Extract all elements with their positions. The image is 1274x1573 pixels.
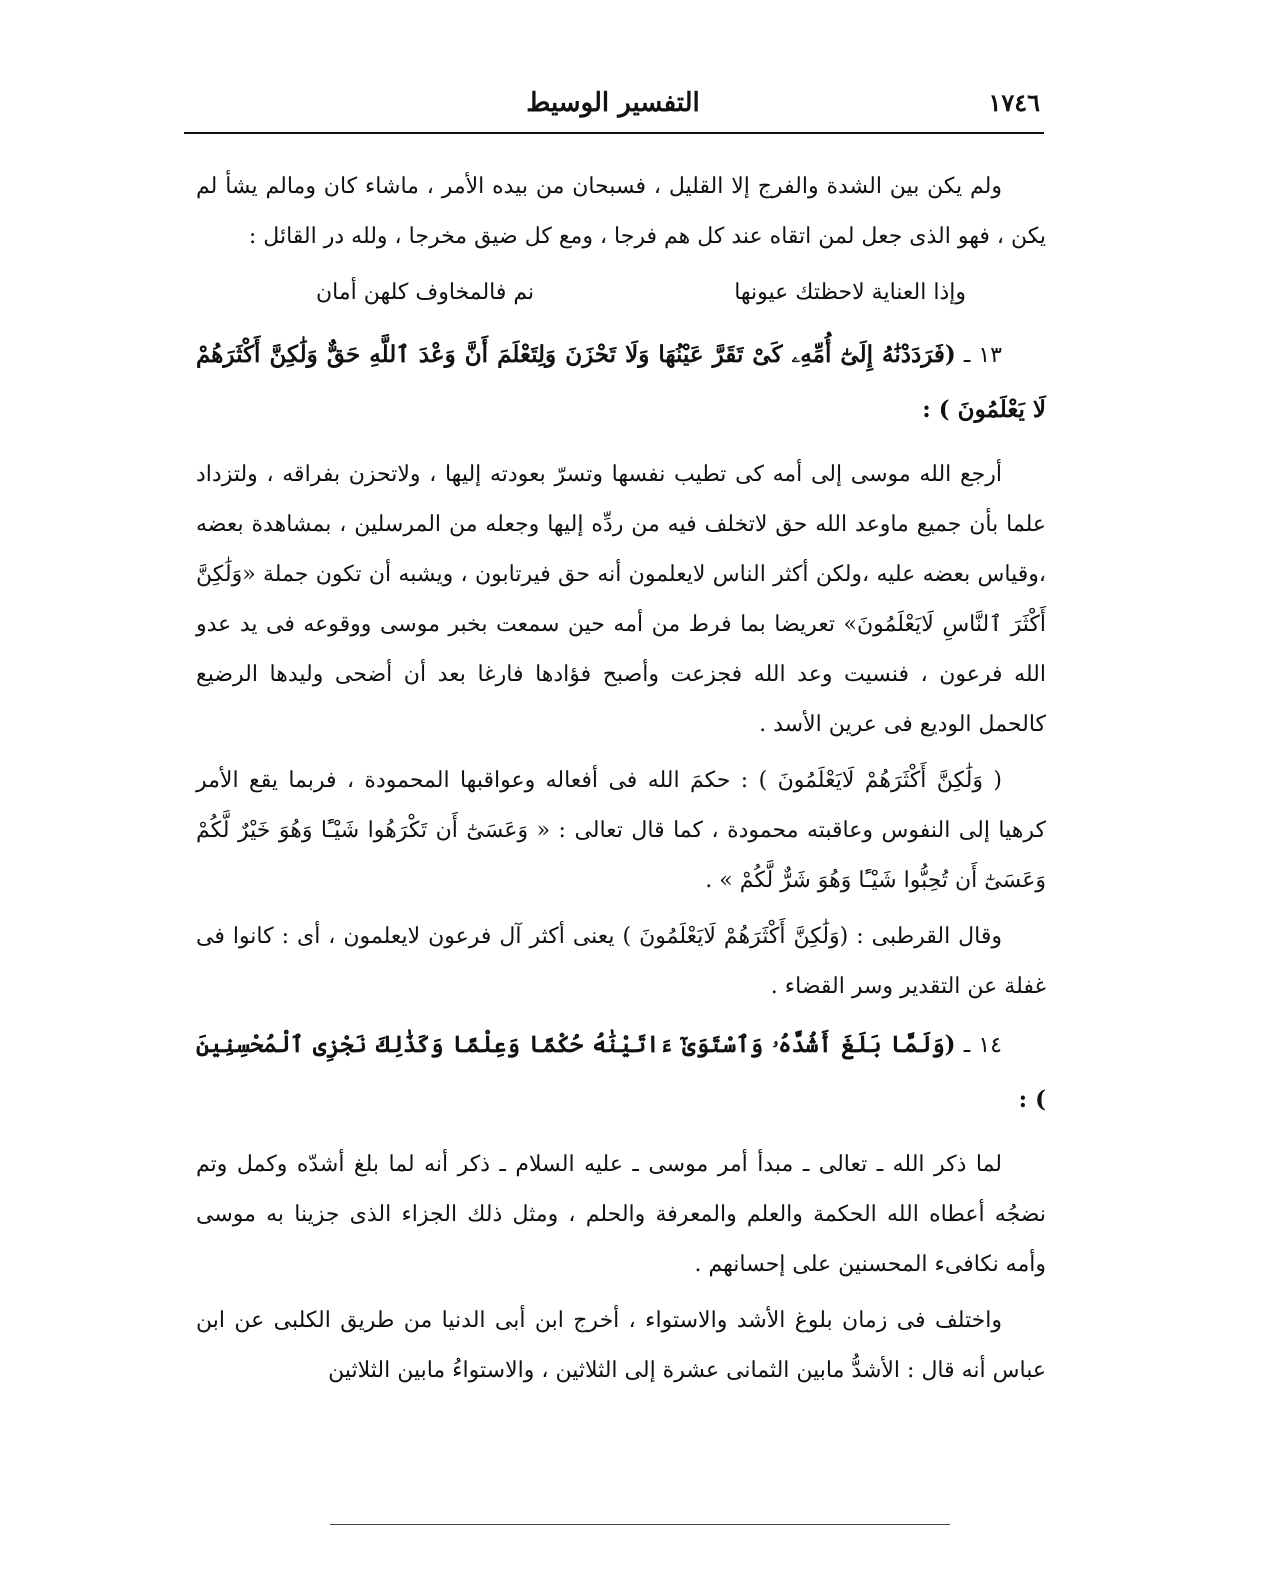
running-title: التفسير الوسيط <box>526 88 700 118</box>
paragraph-ashudd: واختلف فى زمان بلوغ الأشد والاستواء ، أخرج ابن أبى الدنيا من طريق الكلبى عن ابن عباس أنه قال : الأشدُّ مابين الثمانى عشرة إلى الثلاثين ، والاستواءُ مابين الثلاثين <box>196 1308 1046 1383</box>
footer-rule <box>330 1524 950 1525</box>
poetry-verse <box>196 268 1046 318</box>
header-rule <box>184 132 1044 134</box>
paragraph-qurtubi: وقال القرطبى : (وَلَٰكِنَّ أَكْثَرَهُمْ لَايَعْلَمُونَ ) يعنى أكثر آل فرعون لايعلمون ، أى : كانوا فى غفلة عن التقدير وسر القضاء . <box>196 924 1046 999</box>
paragraph-intro: ولم يكن بين الشدة والفرج إلا القليل ، فسبحان من بيده الأمر ، ماشاء كان ومالم يشأ لم يكن ، فهو الذى جعل لمن اتقاه عند كل هم فرجا ، ومع كل ضيق مخرجا ، ولله در القائل : <box>196 174 1046 249</box>
verse-text-14: (وَلَمَّا بَلَغَ أَشُدَّهُۥ وَٱسْتَوَىٰٓ ءَاتَيْنَٰهُ حُكْمًا وَعِلْمًا وَكَذَٰلِكَ نَجْزِى ٱلْمُحْسِنِينَ ) : <box>196 1031 1046 1113</box>
quran-verse-14 <box>196 1018 1046 1128</box>
verse-hemistich-first: وإذا العناية لاحظتك عيونها <box>734 280 966 305</box>
quran-verse-13 <box>196 328 1046 438</box>
paragraph-commentary-14: لما ذكر الله ـ تعالى ـ مبدأ أمر موسى ـ عليه السلام ـ ذكر أنه لما بلغ أشدّه وكمل وتم نضجُه أعطاه الله الحكمة والعلم والمعرفة والحلم ، ومثل ذلك الجزاء الذى جزينا به موسى وأمه نكافىء المحسنين على إحسانهم . <box>196 1152 1046 1277</box>
verse-text-13: (فَرَدَدْنَٰهُ إِلَىٰٓ أُمِّهِۦ كَىْ تَقَرَّ عَيْنُهَا وَلَا تَحْزَنَ وَلِتَعْلَمَ أَنَّ وَعْدَ ٱللَّهِ حَقٌّ وَلَٰكِنَّ أَكْثَرَهُمْ لَا يَعْلَمُونَ ) : <box>196 341 1046 423</box>
page-body <box>196 162 1046 1396</box>
verse-hemistich-second: نم فالمخاوف كلهن أمان <box>316 280 535 305</box>
verse-number-14: ١٤ ـ <box>963 1033 1002 1058</box>
verse-number-13: ١٣ ـ <box>963 343 1002 368</box>
paragraph-wisdom: ( وَلَٰكِنَّ أَكْثَرَهُمْ لَايَعْلَمُونَ ) : حكمَ الله فى أفعاله وعواقبها المحمودة ، فربما يقع الأمر كرهيا إلى النفوس وعاقبته محمودة ، كما قال تعالى : « وَعَسَىٰٓ أَن تَكْرَهُوا شَيْـًٔا وَهُوَ خَيْرٌ لَّكُمْ وَعَسَىٰٓ أَن تُحِبُّوا شَيْـًٔا وَهُوَ شَرٌّ لَّكُمْ » . <box>196 768 1046 893</box>
page-header <box>186 88 1040 128</box>
page-number: ١٧٤٦ <box>988 88 1040 117</box>
paragraph-commentary-13: أرجع الله موسى إلى أمه كى تطيب نفسها وتسرّ بعودته إليها ، ولاتحزن بفراقه ، ولتزداد علما بأن جميع ماوعد الله حق لاتخلف فيه من ردِّه إليها وجعله من المرسلين ، بمشاهدة بعضه ،وقياس بعضه عليه ،ولكن أكثر الناس لايعلمون أنه حق فيرتابون ، ويشبه أن تكون جملة «وَلَٰكِنَّ أَكْثَرَ ٱلنَّاسِ لَايَعْلَمُونَ» تعريضا بما فرط من أمه حين سمعت بخبر موسى ووقوعه فى يد عدو الله فرعون ، فنسيت وعد الله فجزعت وأصبح فؤادها فارغا بعد أن أضحى وليدها الرضيع كالحمل الوديع فى عرين الأسد . <box>196 462 1046 737</box>
